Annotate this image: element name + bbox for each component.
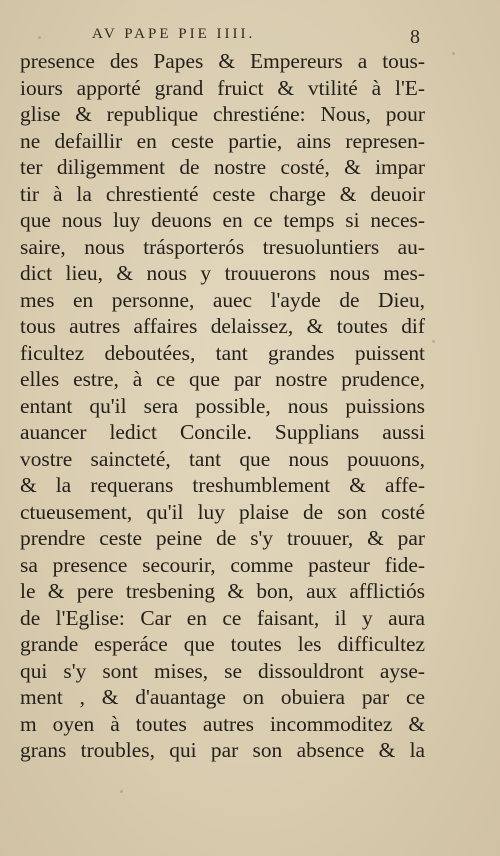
text-line: entant qu'il sera possible, nous puissions	[20, 393, 425, 418]
text-line: ne defaillir en ceste partie, ains represen-	[20, 128, 425, 153]
running-head: AV PAPE PIE IIII.	[92, 26, 256, 42]
body-text	[20, 48, 425, 764]
text-line: grans troubles, qui par son absence & la	[20, 738, 425, 762]
text-line: ficultez deboutées, tant grandes puissent	[20, 340, 425, 365]
text-line: le & pere tresbening & bon, aux afflictiós	[20, 579, 425, 603]
text-line: tous autres affaires delaissez, & toutes dif	[20, 314, 425, 338]
paper-speck	[452, 52, 455, 55]
text-line: ment , & d'auantage on obuiera par ce	[20, 685, 425, 709]
paper-speck	[120, 790, 123, 793]
text-line: presence des Papes & Empereurs a tous-	[20, 49, 425, 73]
text-line: de l'Eglise: Car en ce faisant, il y aura	[20, 605, 425, 630]
text-line: auancer ledict Concile. Supplians aussi	[20, 420, 425, 444]
text-line: qui s'y sont mises, se dissouldront ayse-	[20, 658, 425, 683]
text-line: m oyen à toutes autres incommoditez &	[20, 711, 425, 736]
page-number: 8	[410, 26, 420, 48]
paper-speck	[432, 340, 435, 343]
paper-speck	[38, 36, 41, 39]
text-line: grande esperáce que toutes les difficultez	[20, 632, 425, 656]
text-line: ter diligemment de nostre costé, & impar	[20, 155, 425, 179]
text-line: sa presence secourir, comme pasteur fide-	[20, 552, 425, 577]
text-line: mes en personne, auec l'ayde de Dieu,	[20, 287, 425, 312]
text-line: ctueusement, qu'il luy plaise de son costé	[20, 499, 425, 524]
text-line: saire, nous trásporterós tresuoluntiers au-	[20, 234, 425, 259]
text-line: glise & republique chrestiéne: Nous, pour	[20, 102, 425, 126]
text-line: vostre saincteté, tant que nous pouuons,	[20, 446, 425, 471]
text-line: tir à la chrestienté ceste charge & deuoir	[20, 181, 425, 206]
text-line: iours apporté grand fruict & vtilité à l'E-	[20, 75, 425, 100]
text-line: que nous luy deuons en ce temps si neces-	[20, 208, 425, 232]
text-line: prendre ceste peine de s'y trouuer, & par	[20, 526, 425, 550]
text-line: & la requerans treshumblement & affe-	[20, 473, 425, 497]
text-line: elles estre, à ce que par nostre prudence,	[20, 367, 425, 391]
text-line: dict lieu, & nous y trouuerons nous mes-	[20, 261, 425, 285]
